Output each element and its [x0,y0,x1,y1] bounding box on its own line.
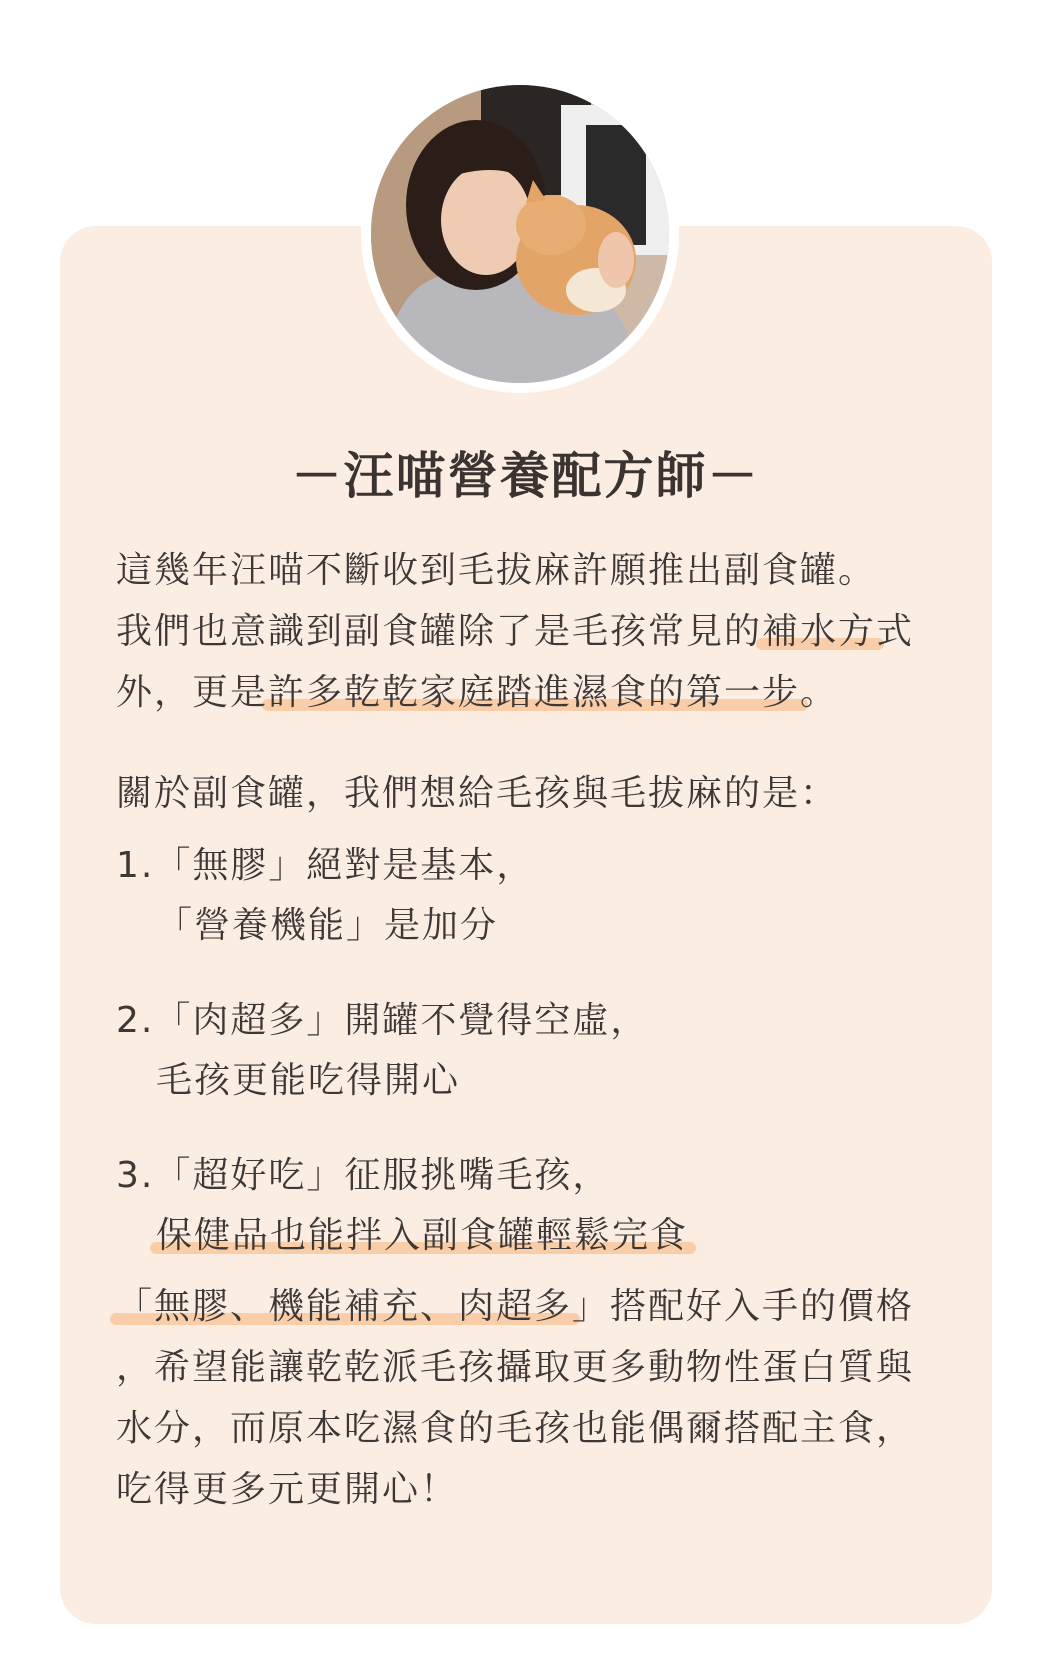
page-title: －汪喵營養配方師－ [291,447,760,505]
point-1-line-1: 1.「無膠」絕對是基本， [116,845,535,886]
intro-line-2 [116,601,946,662]
point-1-line-2: 「營養機能」是加分 [156,905,499,946]
closing-paragraph [116,1276,946,1520]
intro-line-2-b: 式 [876,611,915,652]
intro-paragraph [116,540,946,723]
intro-line-2-a: 我們也意識到副食罐除了是毛孩常見的 [116,611,763,652]
closing-line-3: 水分，而原本吃濕食的毛孩也能偶爾搭配主食， [116,1408,915,1449]
closing-line-1-b: 」搭配好入手的價格 [572,1286,915,1327]
point-3-line-1: 3.「超好吃」征服挑嘴毛孩， [116,1155,611,1196]
intro-line-3 [116,662,946,723]
intro-line-3-b: 。 [800,672,839,713]
highlight-mark: 「無膠、機能補充、肉超多 [116,1286,573,1327]
highlight-mark: 許多乾乾家庭踏進濕食的第一步 [268,672,801,713]
closing-line-4: 吃得更多元更開心！ [116,1469,459,1510]
intro-line-1: 這幾年汪喵不斷收到毛拔麻許願推出副食罐。 [116,550,877,591]
highlight-mark: 補水方 [762,611,877,652]
avatar-photo [371,85,669,383]
point-3-line-2 [116,1205,946,1266]
highlight-mark: 保健品也能拌入副食罐輕鬆完食 [156,1215,689,1256]
closing-line-2: ，希望能讓乾乾派毛孩攝取更多動物性蛋白質與 [116,1347,915,1388]
intro-line-3-a: 外，更是 [116,672,269,713]
lead-text: 關於副食罐，我們想給毛孩與毛拔麻的是： [116,773,839,814]
avatar [371,85,669,383]
point-2-line-2: 毛孩更能吃得開心 [156,1060,461,1101]
point-2-line-1: 2.「肉超多」開罐不覺得空虛， [116,1000,649,1041]
closing-line-1 [116,1276,946,1337]
